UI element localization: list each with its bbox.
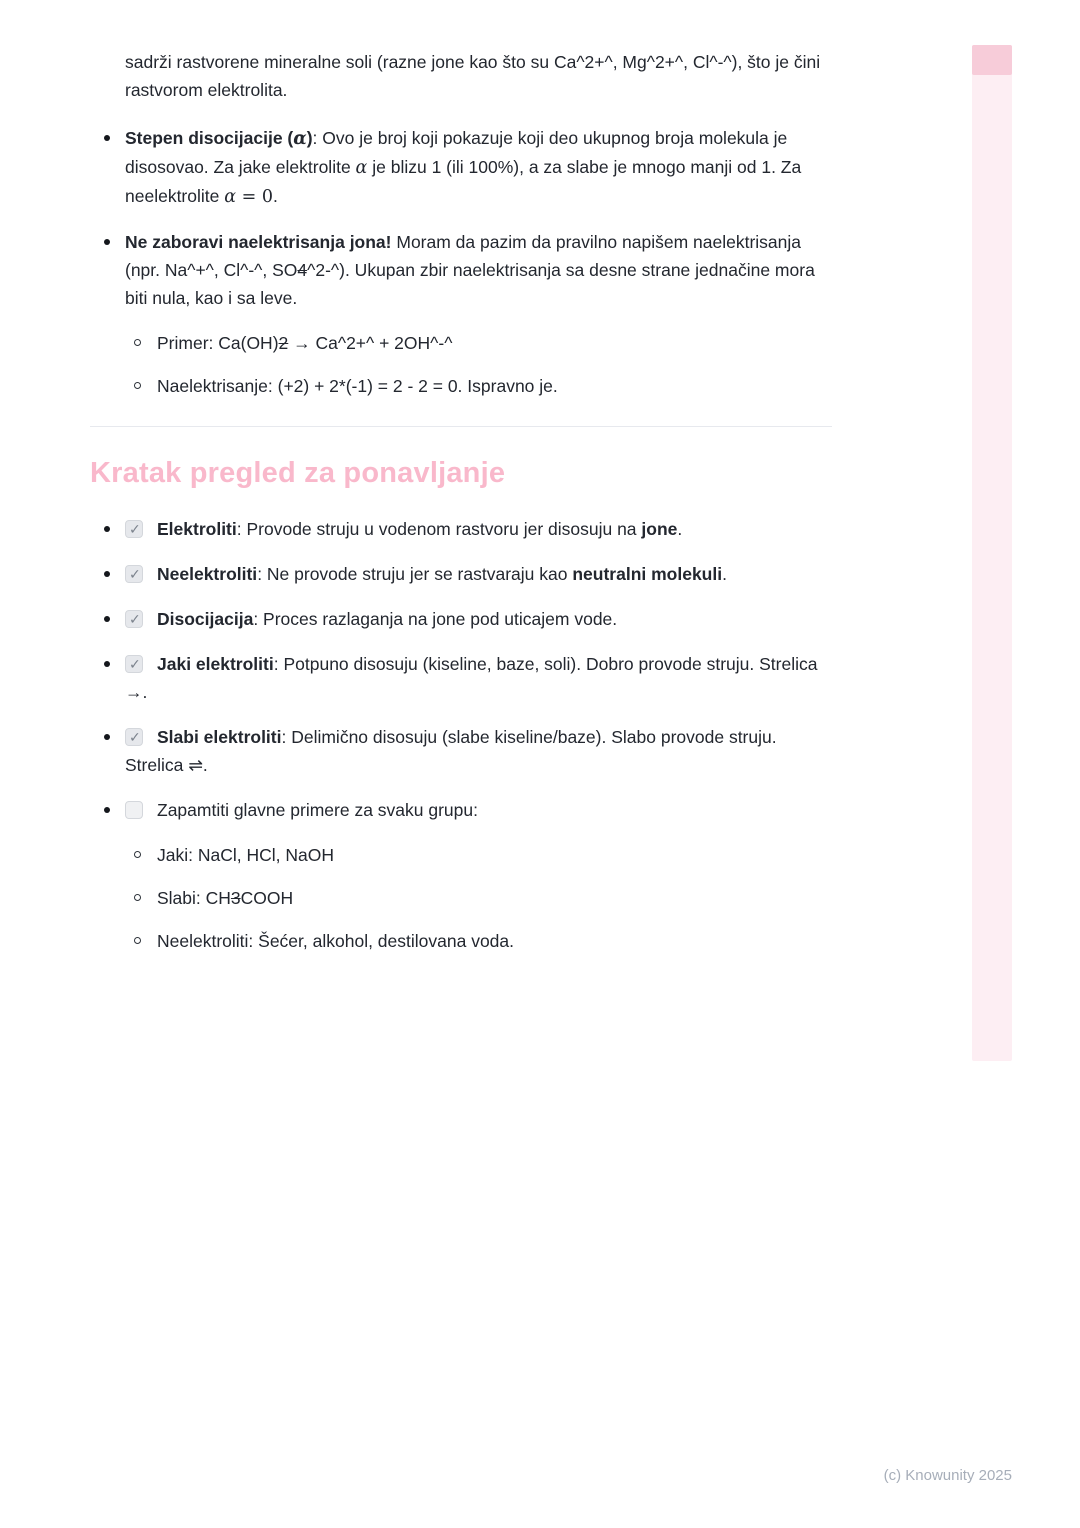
- bullet-icon: [90, 650, 125, 667]
- checkbox[interactable]: [125, 801, 143, 819]
- sub-bullet-item: [125, 927, 832, 955]
- checklist-item: [90, 560, 832, 588]
- sub-bullet-text: Slabi: CH3COOH: [157, 888, 294, 908]
- checklist-item: [90, 605, 832, 633]
- checklist-text: [125, 723, 832, 779]
- sub-bullet-item: [125, 329, 832, 357]
- bullet-icon: [90, 515, 125, 532]
- sub-bullet-text: Neelektroliti: Šećer, alkohol, destilovana voda.: [157, 931, 515, 951]
- sub-bullet-text: Primer: Ca(OH)2 → Ca^2+^ + 2OH^-^: [157, 333, 453, 353]
- bullet-icon: [90, 124, 125, 141]
- checkbox[interactable]: [125, 655, 143, 673]
- scrollbar-thumb[interactable]: [972, 45, 1012, 75]
- checklist-label: Jaki elektroliti: Potpuno disosuju (kiseline, baze, soli). Dobro provode struju. Strelica →.: [125, 654, 818, 702]
- checklist-label: Zapamtiti glavne primere za svaku grupu:: [157, 800, 478, 820]
- bullet-icon: [90, 796, 125, 813]
- paragraph-continuation: sadrži rastvorene mineralne soli (razne jone kao što su Ca^2+^, Mg^2+^, Cl^-^), što je čini rastvorom elektrolita.: [125, 52, 821, 100]
- checklist-item: [90, 796, 832, 824]
- circle-bullet-icon: [125, 329, 157, 346]
- checkbox[interactable]: [125, 520, 143, 538]
- bullet-item: [90, 228, 832, 312]
- bullet-icon: [90, 228, 125, 245]
- notes-content: [90, 48, 832, 970]
- bullet-icon: [90, 560, 125, 577]
- sub-bullet-item: [125, 841, 832, 869]
- bullet-item: [90, 124, 832, 211]
- circle-bullet-icon: [125, 372, 157, 389]
- checkbox[interactable]: [125, 610, 143, 628]
- checkbox[interactable]: [125, 728, 143, 746]
- checklist-label: Elektroliti: Provode struju u vodenom rastvoru jer disosuju na jone.: [157, 519, 683, 539]
- sub-bullet-item: [125, 372, 832, 400]
- bullet-text: Stepen disocijacije (α): Ovo je broj koji pokazuje koji deo ukupnog broja molekula je disosovao. Za jake elektrolite α je blizu 1 (ili 100%), a za slabe je mnogo manji od 1. Za neelektrolite α = 0.: [125, 128, 802, 207]
- checklist-text: [125, 560, 832, 588]
- sub-bullet-text: Naelektrisanje: (+2) + 2*(-1) = 2 - 2 = 0. Ispravno je.: [157, 376, 558, 396]
- checklist-text: [125, 605, 832, 633]
- checklist-label: Slabi elektroliti: Delimično disosuju (slabe kiseline/baze). Slabo provode struju. Strelica ⇌.: [125, 727, 777, 775]
- checklist-text: [125, 515, 832, 543]
- checklist-text: [125, 796, 832, 824]
- checkbox[interactable]: [125, 565, 143, 583]
- section-divider: [90, 426, 832, 427]
- section-heading: Kratak pregled za ponavljanje: [90, 457, 506, 489]
- sub-bullet-item: [125, 884, 832, 912]
- checklist-item: [90, 650, 832, 706]
- circle-bullet-icon: [125, 841, 157, 858]
- checklist-item: [90, 515, 832, 543]
- bullet-icon: [90, 605, 125, 622]
- checklist-label: Neelektroliti: Ne provode struju jer se rastvaraju kao neutralni molekuli.: [157, 564, 727, 584]
- circle-bullet-icon: [125, 884, 157, 901]
- sub-bullet-text: Jaki: NaCl, HCl, NaOH: [157, 845, 334, 865]
- footer-credit: (c) Knowunity 2025: [883, 1467, 1012, 1484]
- bullet-icon: [90, 723, 125, 740]
- checklist-label: Disocijacija: Proces razlaganja na jone pod uticajem vode.: [157, 609, 618, 629]
- scrollbar-track[interactable]: [972, 45, 1012, 1061]
- bullet-text: Ne zaboravi naelektrisanja jona! Moram da pazim da pravilno napišem naelektrisanja (npr. Na^+^, Cl^-^, SO4^2-^). Ukupan zbir naelektrisanja sa desne strane jednačine mora biti nula, kao i sa leve.: [125, 232, 815, 308]
- circle-bullet-icon: [125, 927, 157, 944]
- checklist-item: [90, 723, 832, 779]
- checklist-text: [125, 650, 832, 706]
